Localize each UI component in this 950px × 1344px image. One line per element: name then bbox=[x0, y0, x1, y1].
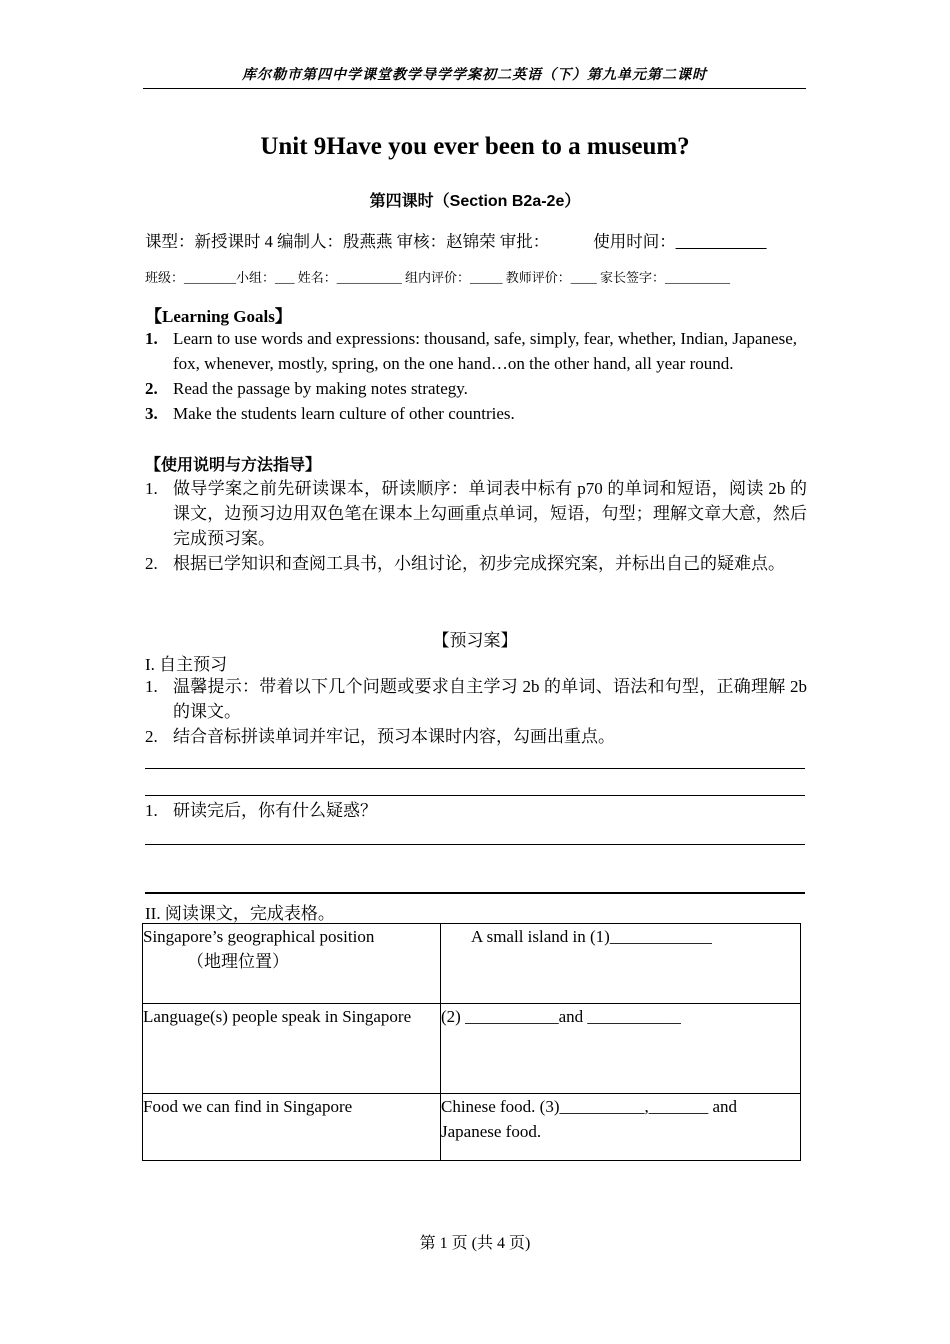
table-cell: Singapore’s geographical position （地理位置） bbox=[143, 924, 441, 1004]
table-cell: Food we can find in Singapore bbox=[143, 1094, 441, 1161]
part1-title: I. 自主预习 bbox=[145, 655, 228, 674]
table-cell: Language(s) people speak in Singapore bbox=[143, 1004, 441, 1094]
list-item: 1. 做导学案之前先研读课本，研读顺序：单词表中标有 p70 的单词和短语，阅读 2b 的课文，边预习边用双色笔在课本上勾画重点单词，短语，句型；理解文章大意，然后完成预习案。 bbox=[145, 479, 807, 548]
answer-line bbox=[145, 795, 805, 796]
table-row bbox=[143, 1004, 801, 1094]
list-item: 1. Learn to use words and expressions: thousand, safe, simply, fear, whether, Indian, Japanese, fox, whenever, mostly, spring, on the one hand…on the other hand, all year round. bbox=[145, 329, 797, 373]
preview-list bbox=[145, 674, 807, 749]
instructions-heading: 【使用说明与方法指导】 bbox=[145, 457, 322, 474]
learning-goals-heading: 【Learning Goals】 bbox=[145, 307, 292, 326]
list-item: 3. Make the students learn culture of other countries. bbox=[145, 404, 515, 423]
table-row bbox=[143, 1094, 801, 1161]
answer-line bbox=[145, 844, 805, 845]
list-item: 1. 研读完后，你有什么疑惑？ bbox=[145, 801, 377, 820]
table-cell: Chinese food. (3)__________,_______ and Japanese food. bbox=[441, 1094, 801, 1161]
list-item: 1. 温馨提示：带着以下几个问题或要求自主学习 2b 的单词、语法和句型，正确理解 2b 的课文。 bbox=[145, 677, 807, 721]
page-header: 库尔勒市第四中学课堂教学导学学案初二英语（下）第九单元第二课时 bbox=[143, 64, 806, 89]
list-item: 2. 结合音标拼读单词并牢记，预习本课时内容，勾画出重点。 bbox=[145, 727, 615, 746]
document-title: Unit 9Have you ever been to a museum? bbox=[260, 133, 690, 160]
table-cell: A small island in (1)____________ bbox=[441, 924, 801, 1004]
evaluation-line: 班级：________小组：___ 姓名：__________ 组内评价：_____ 教师评价：____ 家长签字：__________ bbox=[145, 270, 731, 285]
time-blank: ___________ bbox=[675, 232, 767, 251]
answer-line bbox=[145, 768, 805, 769]
section-divider bbox=[145, 892, 805, 894]
part2-title: II. 阅读课文，完成表格。 bbox=[145, 904, 335, 923]
reading-table bbox=[142, 923, 801, 1161]
meta-info: 课型：新授课时 4 编制人：殷燕燕 审核：赵锦荣 审批： bbox=[145, 232, 550, 251]
list-item: 2. 根据已学知识和查阅工具书，小组讨论，初步完成探究案，并标出自己的疑难点。 bbox=[145, 554, 785, 573]
table-cell: (2) ___________and ___________ bbox=[441, 1004, 801, 1094]
preview-heading: 【预习案】 bbox=[432, 631, 518, 650]
page-footer: 第 1 页 (共 4 页) bbox=[419, 1235, 531, 1252]
question-list bbox=[145, 798, 807, 823]
learning-goals-list bbox=[145, 326, 807, 426]
lesson-meta bbox=[145, 228, 767, 252]
time-label: 使用时间： bbox=[593, 232, 676, 251]
instructions-list bbox=[145, 476, 807, 576]
lesson-subtitle: 第四课时（Section B2a-2e） bbox=[369, 193, 581, 210]
table-row bbox=[143, 924, 801, 1004]
list-item: 2. Read the passage by making notes strategy. bbox=[145, 379, 468, 398]
